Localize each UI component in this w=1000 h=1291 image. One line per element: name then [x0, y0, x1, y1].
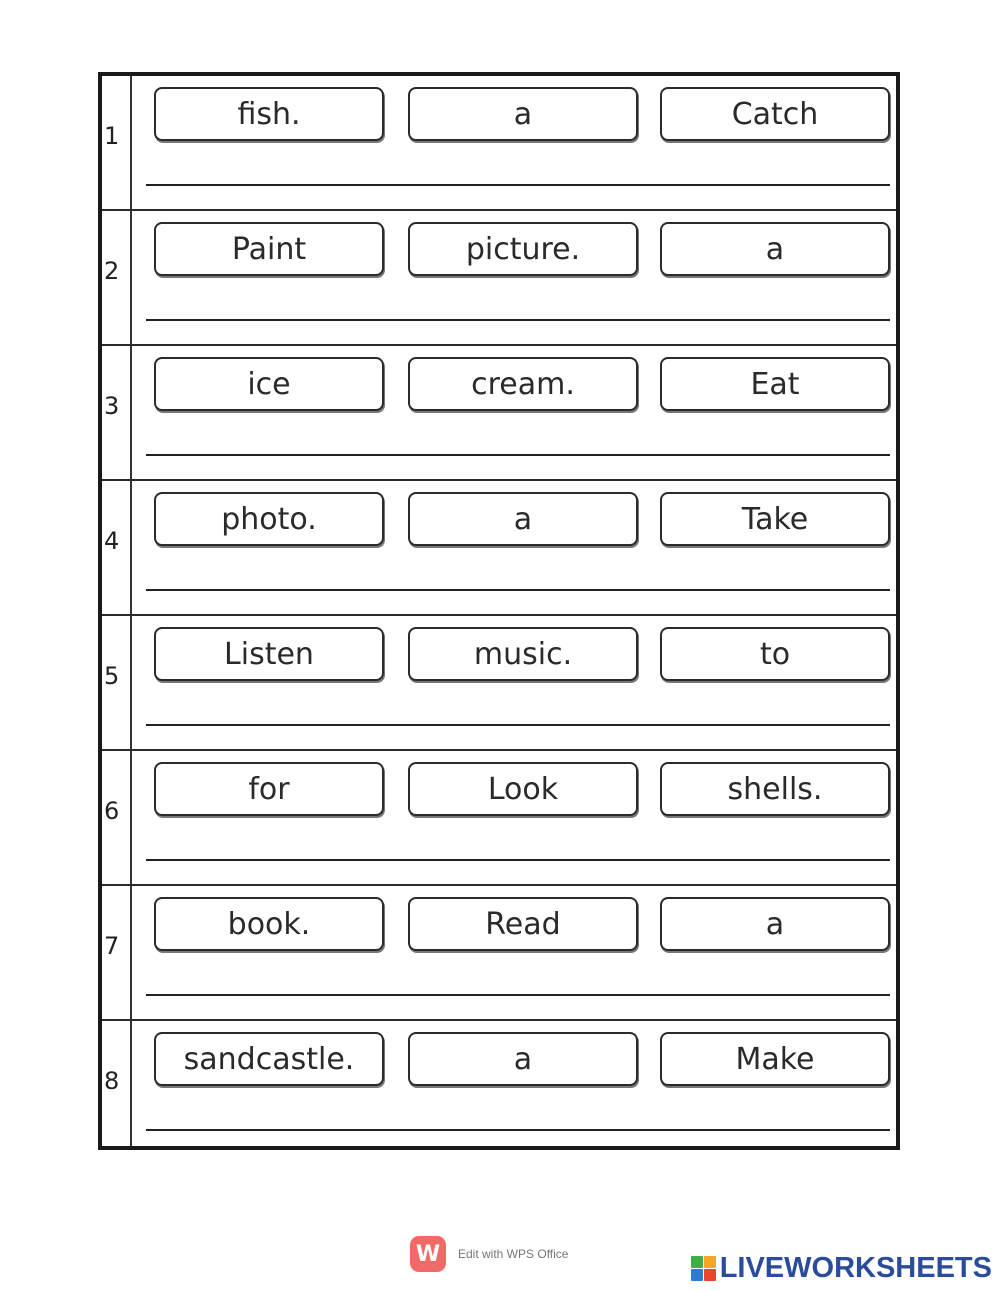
- row-number: 5: [104, 662, 120, 690]
- word-card[interactable]: photo.: [154, 492, 384, 546]
- word-card[interactable]: ice: [154, 357, 384, 411]
- brand-icon-cell: [704, 1269, 716, 1281]
- word-card[interactable]: Catch: [660, 87, 890, 141]
- sentence-row: [102, 1021, 896, 1156]
- worksheet: [98, 72, 900, 1150]
- word-card[interactable]: Make: [660, 1032, 890, 1086]
- word-card[interactable]: shells.: [660, 762, 890, 816]
- answer-line[interactable]: [146, 454, 890, 456]
- sentence-row: [102, 76, 896, 211]
- wps-edit-text: Edit with WPS Office: [458, 1247, 569, 1261]
- answer-line[interactable]: [146, 1129, 890, 1131]
- word-card[interactable]: Read: [408, 897, 638, 951]
- word-card[interactable]: a: [408, 1032, 638, 1086]
- word-card[interactable]: sandcastle.: [154, 1032, 384, 1086]
- sentence-row: [102, 886, 896, 1021]
- word-card[interactable]: for: [154, 762, 384, 816]
- answer-line[interactable]: [146, 319, 890, 321]
- row-number: 8: [104, 1067, 120, 1095]
- row-number: 1: [104, 122, 120, 150]
- brand-icon-cell: [691, 1256, 703, 1268]
- word-card[interactable]: a: [660, 897, 890, 951]
- word-card[interactable]: Take: [660, 492, 890, 546]
- word-card[interactable]: picture.: [408, 222, 638, 276]
- row-number: 6: [104, 797, 120, 825]
- word-card[interactable]: a: [408, 492, 638, 546]
- liveworksheets-grid-icon: [691, 1256, 716, 1281]
- liveworksheets-logo-text: LIVEWORKSHEETS: [719, 1252, 992, 1284]
- word-card[interactable]: to: [660, 627, 890, 681]
- word-card[interactable]: fish.: [154, 87, 384, 141]
- wps-badge[interactable]: [410, 1236, 568, 1272]
- sentence-row: [102, 616, 896, 751]
- sentence-row: [102, 346, 896, 481]
- liveworksheets-brand[interactable]: [691, 1252, 992, 1285]
- word-card[interactable]: Listen: [154, 627, 384, 681]
- answer-line[interactable]: [146, 994, 890, 996]
- row-number: 7: [104, 932, 120, 960]
- brand-icon-cell: [691, 1269, 703, 1281]
- row-number: 2: [104, 257, 120, 285]
- word-card[interactable]: a: [660, 222, 890, 276]
- word-card[interactable]: music.: [408, 627, 638, 681]
- brand-icon-cell: [704, 1256, 716, 1268]
- sentence-row: [102, 751, 896, 886]
- wps-w-logo-icon: W: [410, 1236, 446, 1272]
- word-card[interactable]: Paint: [154, 222, 384, 276]
- word-card[interactable]: Eat: [660, 357, 890, 411]
- answer-line[interactable]: [146, 724, 890, 726]
- word-card[interactable]: book.: [154, 897, 384, 951]
- answer-line[interactable]: [146, 589, 890, 591]
- word-card[interactable]: cream.: [408, 357, 638, 411]
- row-number: 4: [104, 527, 120, 555]
- answer-line[interactable]: [146, 184, 890, 186]
- word-card[interactable]: Look: [408, 762, 638, 816]
- answer-line[interactable]: [146, 859, 890, 861]
- sentence-row: [102, 211, 896, 346]
- word-card[interactable]: a: [408, 87, 638, 141]
- row-number: 3: [104, 392, 120, 420]
- sentence-row: [102, 481, 896, 616]
